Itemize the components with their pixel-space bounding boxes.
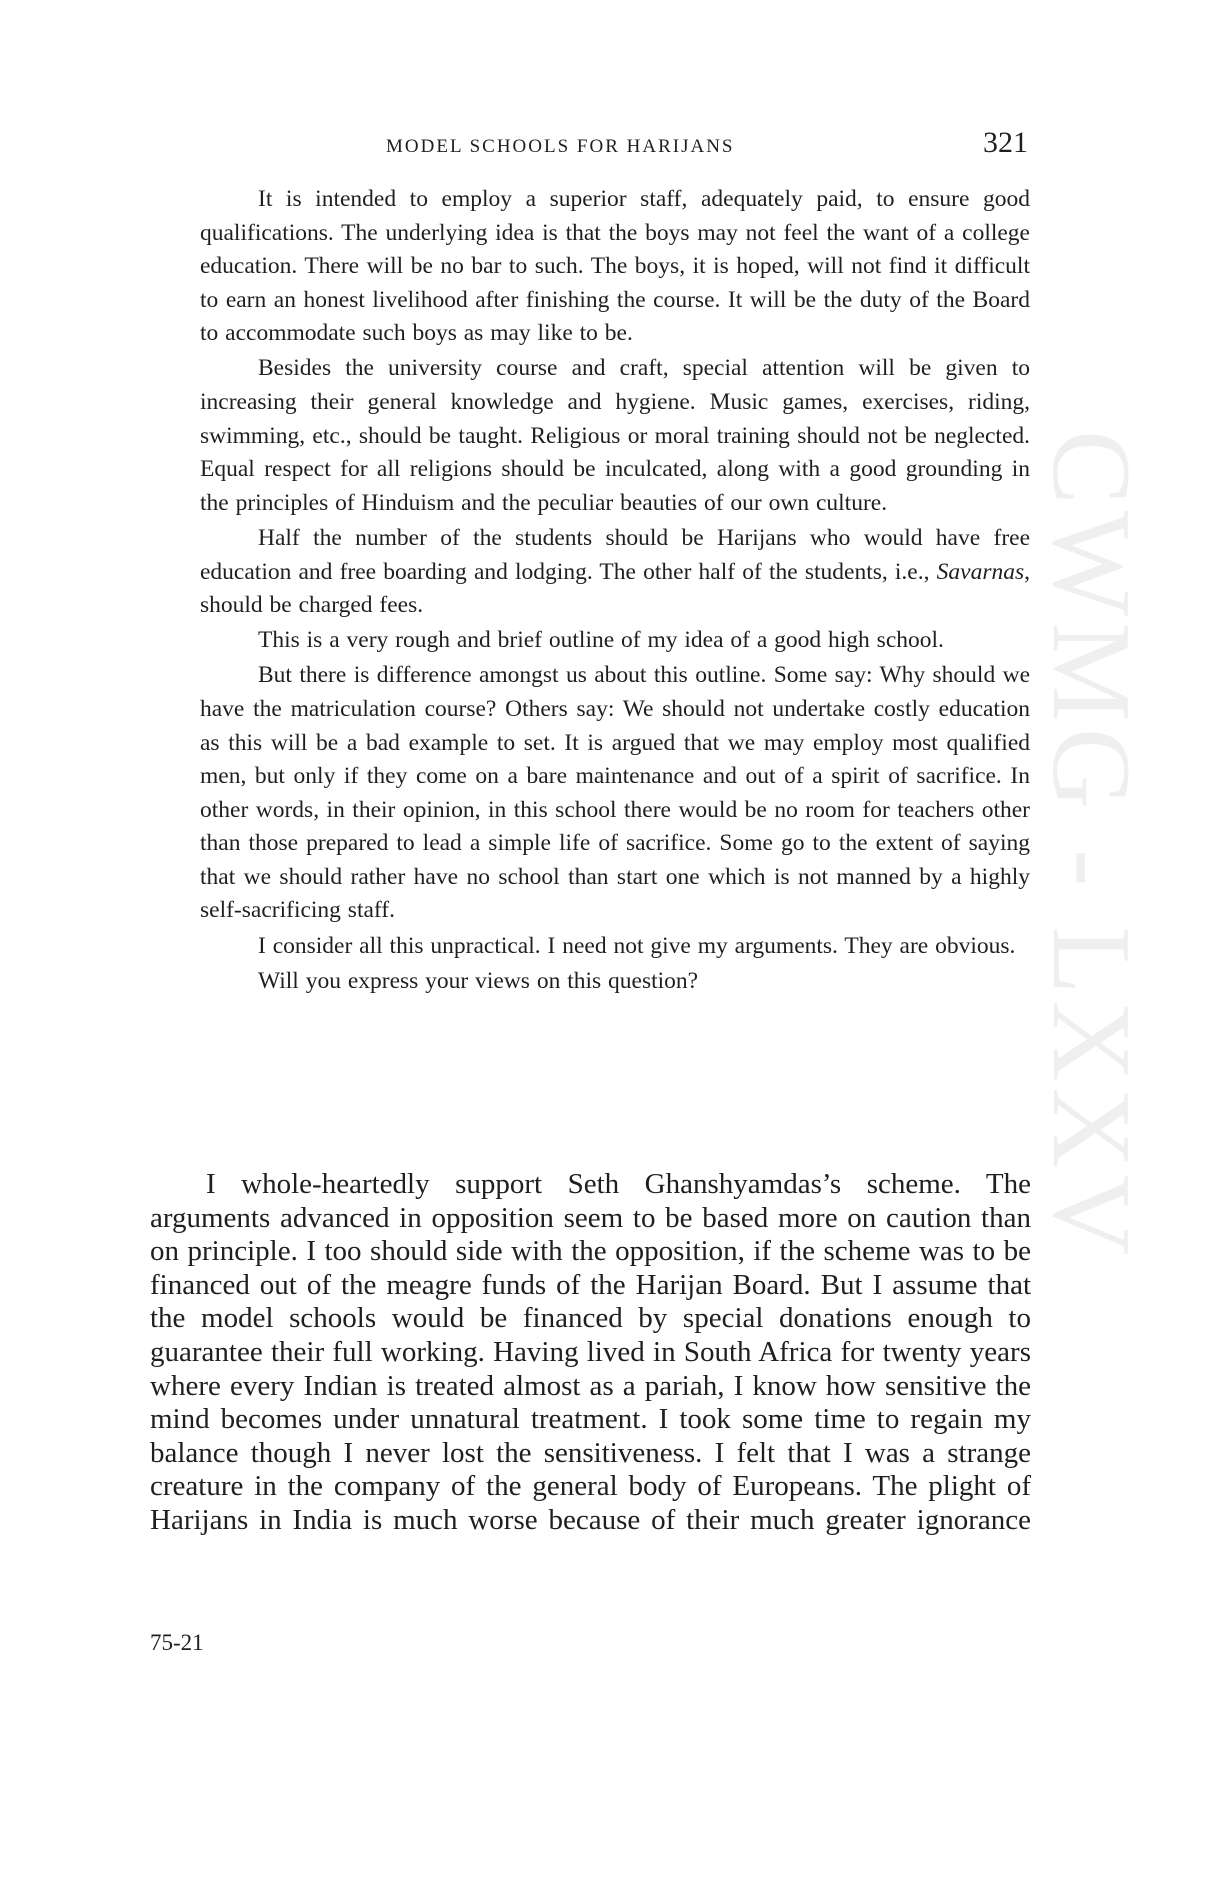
quoted-paragraph-3 [200,522,1030,623]
quoted-paragraph-6: I consider all this unpractical. I need not give my arguments. They are obvious. [258,932,1016,959]
quoted-paragraph-2: Besides the university course and craft, special attention will be given to increasing their general knowledge and hygiene. Music games, exercises, riding, swimming, etc., should be taught. Religious or moral training should not be neglected. Equal respect for all religions should be inculcated, along with a good grounding in the principles of Hinduism and the peculiar beauties of our own culture. [200,355,1030,516]
quoted-paragraph-5: But there is difference amongst us about this outline. Some say: Why should we have the matriculation course? Others say: We should not undertake costly education as this will be a bad example to set. It is argued that we may employ most qualified men, but only if they come on a bare maintenance and out of a spirit of sacrifice. In other words, in their opinion, in this school there would be no room for teachers other than those prepared to lead a simple life of sacrifice. Some go to the extent of saying that we should rather have no school than start one which is not manned by a highly self-sacrificing staff. [200,662,1030,924]
watermark [1029,430,1153,1470]
harijan-text-before: Half the number of the students should be Harijans who would have free education and free boarding and lodging. The other half of the students, i.e., [200,524,1030,585]
page-number: 321 [983,126,1028,159]
quoted-paragraph-1: It is intended to employ a superior staff, adequately paid, to ensure good qualifications. The underlying idea is that the boys may not feel the want of a college education. There will be no bar to such. The boys, it is hoped, will not find it difficult to earn an honest livelihood after finishing the course. It will be the duty of the Board to accommodate such boys as may like to be. [200,186,1030,347]
page-header [200,124,1030,164]
quoted-paragraph-7: Will you express your views on this question? [258,967,699,994]
main-body [150,1168,1031,1538]
quoted-paragraph-4: This is a very rough and brief outline of my idea of a good high school. [258,627,944,654]
page-footer [150,1630,204,1656]
signature-mark: 75-21 [150,1630,204,1655]
italic-term: Savarnas [936,558,1025,585]
quoted-letter [200,183,1030,1000]
running-head: MODEL SCHOOLS FOR HARIJANS [386,136,735,157]
harijan-text-after: , should be charged fees. [200,558,1030,619]
watermark-text: CWMG - LXXV [1029,430,1153,1262]
body-paragraph: I whole-heartedly support Seth Ghanshyamdas’s scheme. The arguments advanced in opposition seem to be based more on caution than on principle. I too should side with the opposition, if the scheme was to be financed out of the meagre funds of the Harijan Board. But I assume that the model schools would be financed by special donations enough to guarantee their full working. Having lived in South Africa for twenty years where every Indian is treated almost as a pariah, I know how sensitive the mind becomes under unnatural treatment. I took some time to regain my balance though I never lost the sensitiveness. I felt that I was a strange creature in the company of the general body of Europeans. The plight of Harijans in India is much worse because of their much greater ignorance [150,1168,1031,1536]
